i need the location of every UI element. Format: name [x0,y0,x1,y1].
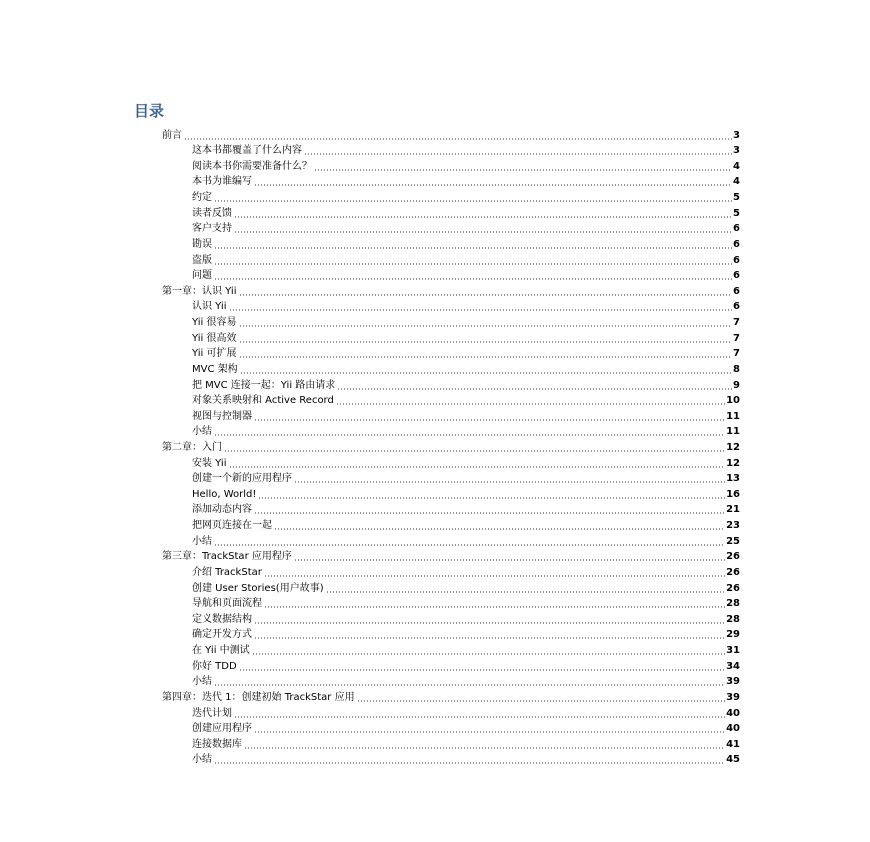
toc-section-entry[interactable] [192,360,740,376]
dot-leader [214,200,732,202]
toc-entry-label: 确定开发方式 [192,629,252,641]
toc-page-number: 6 [733,285,740,297]
toc-chapter-entry[interactable] [162,282,740,298]
toc-entry-label: 阅读本书你需要准备什么？ [192,160,312,172]
toc-page-number: 16 [726,488,740,500]
toc-page-number: 6 [733,254,740,266]
toc-entry-label: 把 MVC 连接一起：Yii 路由请求 [192,379,336,391]
dot-leader [239,294,733,296]
toc-entry-label: 视图与控制器 [192,410,252,422]
toc-entry-label: 小结 [192,754,212,766]
toc-page-number: 23 [726,520,740,532]
toc-page-number: 7 [733,317,740,329]
toc-page-number: 28 [726,598,740,610]
toc-section-entry[interactable] [192,329,740,345]
toc-page-number: 6 [733,301,740,313]
toc-entry-label: 添加动态内容 [192,504,252,516]
toc-page-number: 3 [733,129,740,141]
toc-page-number: 31 [726,645,740,657]
toc-section-entry[interactable] [192,610,740,626]
toc-section-entry[interactable] [192,563,740,579]
dot-leader [254,731,725,733]
dot-leader [214,434,725,436]
toc-page-number: 4 [733,176,740,188]
toc-page-number: 6 [733,223,740,235]
toc-chapter-entry[interactable] [162,438,740,454]
dot-leader [234,216,732,218]
toc-entry-label: 对象关系映射和 Active Record [192,395,334,407]
dot-leader [239,356,733,358]
toc-section-entry[interactable] [192,626,740,642]
toc-page-number: 3 [733,145,740,157]
toc-section-entry[interactable] [192,235,740,251]
dot-leader [234,716,725,718]
dot-leader [234,231,732,233]
toc-entry-label: 前言 [162,129,182,141]
toc-section-entry[interactable] [192,517,740,533]
toc-entry-label: 盗版 [192,254,212,266]
toc-page-number: 25 [726,535,740,547]
toc-section-entry[interactable] [192,641,740,657]
toc-section-entry[interactable] [192,392,740,408]
dot-leader [244,747,725,749]
toc-entry-label: Yii 很高效 [192,332,237,344]
dot-leader [336,403,725,405]
toc-page-number: 26 [726,566,740,578]
toc-page-number: 39 [726,676,740,688]
dot-leader [239,325,733,327]
toc-entry-label: 约定 [192,192,212,204]
toc-page-number: 9 [733,379,740,391]
toc-entry-label: 第三章：TrackStar 应用程序 [162,551,292,563]
dot-leader [274,528,725,530]
toc-page-number: 21 [726,504,740,516]
toc-section-entry[interactable] [192,751,740,767]
toc-section-entry[interactable] [192,407,740,423]
toc-entry-label: 定义数据结构 [192,613,252,625]
toc-entry-label: 第一章：认识 Yii [162,285,237,297]
toc-entry-label: MVC 架构 [192,363,238,375]
toc-section-entry[interactable] [192,220,740,236]
toc-entry-label: 本书为谁编写 [192,176,252,188]
dot-leader [357,700,726,702]
toc-page-number: 8 [733,363,740,375]
dot-leader [252,653,725,655]
toc-section-entry[interactable] [192,142,740,158]
toc-entry-label: 把网页连接在一起 [192,520,272,532]
toc-section-entry[interactable] [192,313,740,329]
toc-entry-label: 客户支持 [192,223,232,235]
dot-leader [264,606,725,608]
toc-section-entry[interactable] [192,267,740,283]
toc-chapter-entry[interactable] [162,126,740,142]
dot-leader [326,591,725,593]
toc-page-number: 28 [726,613,740,625]
dot-leader [240,372,732,374]
toc-entry-label: Yii 可扩展 [192,348,237,360]
dot-leader [314,169,732,171]
dot-leader [214,263,732,265]
toc-page-number: 40 [726,723,740,735]
toc-entry-label: 小结 [192,535,212,547]
toc-page-number: 11 [726,410,740,422]
toc-entry-label: 在 Yii 中测试 [192,645,250,657]
dot-leader [304,153,732,155]
dot-leader [224,450,725,452]
toc-entry-label: 第二章：入门 [162,441,222,453]
toc-page-number: 41 [726,738,740,750]
toc-entry-label: 小结 [192,426,212,438]
toc-entry-label: 介绍 TrackStar [192,566,262,578]
toc-page-number: 6 [733,238,740,250]
dot-leader [229,309,733,311]
toc-section-entry[interactable] [192,579,740,595]
dot-leader [239,669,725,671]
toc-page-number: 39 [726,691,740,703]
toc-page-number: 34 [726,660,740,672]
dot-leader [214,684,725,686]
toc-entry-label: Hello, World! [192,488,257,500]
toc-section-entry[interactable] [192,298,740,314]
toc-section-entry[interactable] [192,704,740,720]
dot-leader [254,637,725,639]
dot-leader [254,512,725,514]
toc-section-entry[interactable] [192,345,740,361]
dot-leader [229,466,726,468]
toc-page-number: 10 [726,395,740,407]
dot-leader [258,497,725,499]
toc-page-number: 6 [733,270,740,282]
toc-entry-label: Yii 很容易 [192,317,237,329]
dot-leader [337,388,732,390]
toc-page-number: 7 [733,348,740,360]
toc-page-number: 29 [726,629,740,641]
toc-chapter-entry[interactable] [162,548,740,564]
toc-entry-label: 创建 User Stories(用户故事) [192,582,324,594]
toc-page-number: 12 [726,441,740,453]
toc-page-number: 4 [733,160,740,172]
toc-section-entry[interactable] [192,595,740,611]
dot-leader [214,544,725,546]
toc-entry-label: 你好 TDD [192,660,237,672]
toc-section-entry[interactable] [192,735,740,751]
dot-leader [254,184,732,186]
toc-section-entry[interactable] [192,454,740,470]
toc-entry-label: 连接数据库 [192,738,242,750]
toc-entry-label: 这本书都覆盖了什么内容 [192,145,302,157]
dot-leader [254,419,725,421]
toc-entry-label: 小结 [192,676,212,688]
toc-section-entry[interactable] [192,485,740,501]
toc-section-entry[interactable] [192,532,740,548]
dot-leader [294,481,725,483]
toc-section-entry[interactable] [192,470,740,486]
toc-section-entry[interactable] [192,673,740,689]
dot-leader [264,575,725,577]
toc-page-number: 5 [733,207,740,219]
dot-leader [254,622,725,624]
toc-entry-label: 问题 [192,270,212,282]
toc-section-entry[interactable] [192,173,740,189]
toc-page-number: 26 [726,551,740,563]
toc-entry-label: 读者反馈 [192,207,232,219]
dot-leader [214,278,732,280]
toc-section-entry[interactable] [192,501,740,517]
toc-section-entry[interactable] [192,423,740,439]
dot-leader [214,762,725,764]
toc-entry-label: 导航和页面流程 [192,598,262,610]
toc-chapter-entry[interactable] [162,688,740,704]
toc-section-entry[interactable] [192,376,740,392]
toc-entry-label: 迭代计划 [192,707,232,719]
toc-entry-label: 第四章：迭代 1：创建初始 TrackStar 应用 [162,691,355,703]
dot-leader [184,138,732,140]
toc-section-entry[interactable] [192,188,740,204]
toc-section-entry[interactable] [192,157,740,173]
toc-page-number: 13 [726,473,740,485]
toc-page-number: 40 [726,707,740,719]
toc-section-entry[interactable] [192,251,740,267]
toc-title: 目录 [134,102,165,120]
toc-page-number: 11 [726,426,740,438]
toc-entry-label: 创建应用程序 [192,723,252,735]
toc-page-number: 5 [733,192,740,204]
toc-page-number: 12 [726,457,740,469]
toc-page-number: 7 [733,332,740,344]
toc-entry-label: 认识 Yii [192,301,227,313]
dot-leader [239,341,733,343]
toc-section-entry[interactable] [192,204,740,220]
toc-section-entry[interactable] [192,657,740,673]
toc-entry-label: 勘误 [192,238,212,250]
toc-section-entry[interactable] [192,720,740,736]
toc-entry-label: 创建一个新的应用程序 [192,473,292,485]
dot-leader [214,247,732,249]
toc-page-number: 26 [726,582,740,594]
toc-entry-label: 安装 Yii [192,457,227,469]
toc-page-number: 45 [726,754,740,766]
dot-leader [294,559,725,561]
